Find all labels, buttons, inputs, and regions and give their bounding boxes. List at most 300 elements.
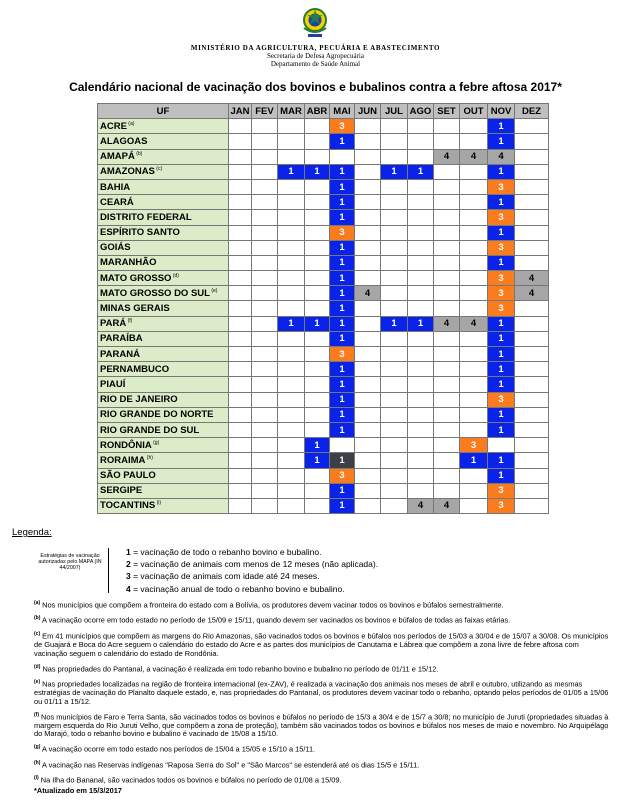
month-cell bbox=[408, 392, 434, 407]
month-cell: 3 bbox=[460, 438, 488, 453]
uf-footnote-mark: (d) bbox=[171, 272, 179, 279]
month-cell bbox=[515, 377, 549, 392]
uf-column-header: UF bbox=[98, 104, 229, 119]
month-cell bbox=[408, 483, 434, 498]
table-row bbox=[98, 286, 549, 301]
month-cell bbox=[434, 407, 460, 422]
month-cell bbox=[381, 225, 408, 240]
table-row bbox=[98, 468, 549, 483]
month-cell: 1 bbox=[305, 316, 330, 331]
month-cell bbox=[229, 453, 252, 468]
month-cell: 3 bbox=[488, 240, 515, 255]
uf-name: RORAIMA bbox=[100, 454, 146, 466]
month-cell bbox=[229, 438, 252, 453]
uf-name: ACRE bbox=[100, 120, 127, 132]
legend-item bbox=[126, 583, 378, 595]
department-name: Departamento de Saúde Animal bbox=[270, 60, 361, 68]
month-cell bbox=[381, 453, 408, 468]
footnote-text: Nas propriedades do Pantanal, a vacinação é realizada em todo rebanho bovino e bubalino no período de 01/11 e 15/12. bbox=[40, 664, 439, 674]
month-cell bbox=[408, 407, 434, 422]
month-cell bbox=[381, 362, 408, 377]
month-cell bbox=[355, 240, 381, 255]
footnote bbox=[34, 759, 612, 770]
uf-footnote-mark: (c) bbox=[154, 166, 163, 173]
footnote bbox=[34, 599, 612, 610]
uf-name: PARANÁ bbox=[100, 348, 140, 360]
uf-cell bbox=[98, 407, 229, 422]
month-cell bbox=[408, 438, 434, 453]
month-cell bbox=[229, 362, 252, 377]
month-cell: 1 bbox=[330, 286, 355, 301]
month-cell bbox=[355, 498, 381, 513]
footnote bbox=[34, 678, 612, 706]
uf-name: SÃO PAULO bbox=[100, 470, 156, 482]
month-cell bbox=[434, 271, 460, 286]
month-cell bbox=[278, 468, 305, 483]
month-cell bbox=[252, 498, 278, 513]
month-cell: 1 bbox=[488, 225, 515, 240]
month-cell bbox=[460, 210, 488, 225]
month-cell bbox=[305, 422, 330, 437]
month-cell: 1 bbox=[330, 179, 355, 194]
month-cell bbox=[252, 392, 278, 407]
month-cell bbox=[381, 392, 408, 407]
month-cell bbox=[229, 240, 252, 255]
uf-cell bbox=[98, 453, 229, 468]
month-cell bbox=[434, 331, 460, 346]
month-cell bbox=[305, 179, 330, 194]
month-cell bbox=[229, 407, 252, 422]
month-cell bbox=[460, 240, 488, 255]
month-cell: 3 bbox=[488, 301, 515, 316]
uf-cell bbox=[98, 225, 229, 240]
table-row bbox=[98, 271, 549, 286]
month-cell bbox=[252, 210, 278, 225]
footnote-text: A vacinação nas Reservas indígenas "Raposa Serra do Sol" e "São Marcos" se estenderá até os dias 15/5 e 15/11. bbox=[40, 760, 420, 770]
month-cell: 1 bbox=[488, 255, 515, 270]
month-cell: 1 bbox=[330, 134, 355, 149]
month-cell bbox=[229, 286, 252, 301]
footnote-mark: (a) bbox=[34, 600, 41, 606]
month-cell bbox=[229, 347, 252, 362]
table-row bbox=[98, 164, 549, 179]
month-cell bbox=[460, 331, 488, 346]
month-cell bbox=[305, 225, 330, 240]
month-cell bbox=[278, 149, 305, 164]
month-cell bbox=[434, 392, 460, 407]
month-cell: 3 bbox=[330, 119, 355, 134]
month-cell bbox=[278, 271, 305, 286]
month-cell: 3 bbox=[330, 347, 355, 362]
month-cell bbox=[278, 240, 305, 255]
uf-name: BAHIA bbox=[100, 181, 131, 193]
legend-text: = vacinação de animais com menos de 12 meses (não aplicada). bbox=[130, 559, 379, 570]
month-cell bbox=[381, 468, 408, 483]
month-cell bbox=[408, 134, 434, 149]
month-cell: 1 bbox=[408, 316, 434, 331]
month-cell: 1 bbox=[305, 438, 330, 453]
footnote bbox=[34, 711, 612, 739]
month-cell bbox=[355, 331, 381, 346]
uf-name: RIO DE JANEIRO bbox=[100, 394, 178, 406]
uf-cell bbox=[98, 377, 229, 392]
month-cell: 1 bbox=[488, 134, 515, 149]
table-row bbox=[98, 483, 549, 498]
table-row bbox=[98, 438, 549, 453]
month-cell bbox=[355, 210, 381, 225]
month-cell bbox=[381, 347, 408, 362]
month-cell bbox=[408, 210, 434, 225]
month-cell bbox=[515, 347, 549, 362]
month-cell: 1 bbox=[488, 331, 515, 346]
month-cell: 3 bbox=[330, 225, 355, 240]
footnote bbox=[34, 663, 612, 674]
month-cell bbox=[305, 240, 330, 255]
table-row bbox=[98, 453, 549, 468]
month-cell bbox=[252, 119, 278, 134]
month-cell bbox=[434, 286, 460, 301]
month-cell: 1 bbox=[488, 316, 515, 331]
uf-cell bbox=[98, 483, 229, 498]
month-cell bbox=[460, 377, 488, 392]
month-cell bbox=[408, 331, 434, 346]
uf-cell bbox=[98, 255, 229, 270]
month-cell: 1 bbox=[330, 377, 355, 392]
month-cell: 1 bbox=[330, 498, 355, 513]
month-cell: 3 bbox=[488, 498, 515, 513]
month-cell bbox=[229, 119, 252, 134]
month-cell bbox=[408, 347, 434, 362]
month-cell: 3 bbox=[488, 392, 515, 407]
month-cell bbox=[381, 331, 408, 346]
uf-name: MINAS GERAIS bbox=[100, 303, 170, 315]
uf-cell bbox=[98, 468, 229, 483]
month-cell bbox=[252, 483, 278, 498]
month-cell bbox=[381, 422, 408, 437]
month-cell: 3 bbox=[488, 210, 515, 225]
month-cell bbox=[408, 255, 434, 270]
month-cell bbox=[278, 347, 305, 362]
month-cell bbox=[252, 195, 278, 210]
month-cell bbox=[434, 210, 460, 225]
footnote-text: A vacinação ocorre em todo estado no período de 15/09 e 15/11, quando devem ser vacinados os bovinos e búfalos de todas as faixas etárias. bbox=[40, 615, 511, 625]
month-cell bbox=[355, 271, 381, 286]
month-cell bbox=[515, 438, 549, 453]
month-cell bbox=[434, 301, 460, 316]
footnote-text: Nos municípios que compõem a fronteira do estado com a Bolívia, os produtores devem vacinar todos os bovinos e búfalos semestralmente. bbox=[40, 600, 504, 610]
table-row bbox=[98, 301, 549, 316]
month-cell bbox=[355, 179, 381, 194]
month-cell bbox=[434, 438, 460, 453]
month-cell bbox=[229, 468, 252, 483]
month-header-out: OUT bbox=[460, 104, 488, 119]
month-cell: 3 bbox=[488, 271, 515, 286]
month-cell bbox=[515, 362, 549, 377]
month-cell bbox=[460, 468, 488, 483]
month-cell bbox=[460, 483, 488, 498]
month-cell bbox=[515, 179, 549, 194]
month-cell: 1 bbox=[488, 362, 515, 377]
month-cell bbox=[434, 195, 460, 210]
month-cell bbox=[515, 255, 549, 270]
month-cell bbox=[434, 179, 460, 194]
table-row bbox=[98, 179, 549, 194]
month-cell bbox=[229, 422, 252, 437]
month-cell: 1 bbox=[460, 453, 488, 468]
month-cell bbox=[515, 316, 549, 331]
month-cell bbox=[252, 255, 278, 270]
month-cell bbox=[305, 210, 330, 225]
table-row bbox=[98, 316, 549, 331]
month-cell: 3 bbox=[488, 286, 515, 301]
month-cell bbox=[460, 164, 488, 179]
update-date: *Atualizado em 15/3/2017 bbox=[34, 786, 122, 795]
month-cell bbox=[381, 407, 408, 422]
uf-cell bbox=[98, 438, 229, 453]
table-row bbox=[98, 240, 549, 255]
month-cell bbox=[355, 392, 381, 407]
month-cell bbox=[355, 377, 381, 392]
uf-name: PARÁ bbox=[100, 318, 127, 330]
month-cell bbox=[305, 362, 330, 377]
month-cell: 1 bbox=[488, 195, 515, 210]
month-cell: 4 bbox=[408, 498, 434, 513]
month-cell bbox=[229, 225, 252, 240]
month-cell bbox=[434, 134, 460, 149]
uf-cell bbox=[98, 195, 229, 210]
month-cell: 1 bbox=[488, 422, 515, 437]
month-cell bbox=[252, 164, 278, 179]
month-cell: 1 bbox=[330, 331, 355, 346]
ministry-name: MINISTÉRIO DA AGRICULTURA, PECUÁRIA E ABASTECIMENTO bbox=[190, 44, 441, 52]
month-cell bbox=[355, 134, 381, 149]
month-cell bbox=[305, 347, 330, 362]
month-cell bbox=[278, 377, 305, 392]
uf-name: MATO GROSSO DO SUL bbox=[100, 287, 210, 299]
month-cell bbox=[460, 422, 488, 437]
uf-cell bbox=[98, 164, 229, 179]
uf-cell bbox=[98, 347, 229, 362]
month-cell bbox=[305, 468, 330, 483]
month-cell: 1 bbox=[330, 392, 355, 407]
uf-name: TOCANTINS bbox=[100, 500, 156, 512]
uf-name: AMAZONAS bbox=[100, 166, 155, 178]
month-cell bbox=[515, 498, 549, 513]
month-cell: 1 bbox=[278, 316, 305, 331]
month-cell bbox=[515, 134, 549, 149]
month-cell bbox=[252, 453, 278, 468]
month-cell bbox=[229, 255, 252, 270]
uf-footnote-mark: (a) bbox=[126, 120, 135, 127]
month-cell bbox=[355, 468, 381, 483]
month-cell bbox=[381, 179, 408, 194]
uf-cell bbox=[98, 271, 229, 286]
month-cell bbox=[330, 149, 355, 164]
footnote bbox=[34, 614, 612, 625]
month-cell bbox=[515, 164, 549, 179]
month-cell bbox=[229, 498, 252, 513]
month-cell bbox=[278, 422, 305, 437]
uf-cell bbox=[98, 149, 229, 164]
month-cell bbox=[305, 377, 330, 392]
month-header-fev: FEV bbox=[252, 104, 278, 119]
month-cell bbox=[460, 255, 488, 270]
month-cell bbox=[408, 119, 434, 134]
month-header-set: SET bbox=[434, 104, 460, 119]
month-cell bbox=[434, 164, 460, 179]
month-cell bbox=[278, 119, 305, 134]
month-cell bbox=[229, 149, 252, 164]
month-cell bbox=[305, 195, 330, 210]
secretariat-name: Secretaria de Defesa Agropecuária bbox=[267, 52, 364, 60]
month-cell bbox=[252, 422, 278, 437]
month-cell bbox=[229, 316, 252, 331]
legend-code: 1 bbox=[126, 547, 131, 557]
month-cell bbox=[252, 240, 278, 255]
month-cell bbox=[355, 301, 381, 316]
uf-cell bbox=[98, 392, 229, 407]
footnote bbox=[34, 774, 612, 785]
month-cell bbox=[381, 301, 408, 316]
month-cell bbox=[515, 422, 549, 437]
uf-cell bbox=[98, 498, 229, 513]
month-cell bbox=[515, 483, 549, 498]
uf-cell bbox=[98, 331, 229, 346]
month-cell bbox=[408, 149, 434, 164]
month-cell bbox=[515, 240, 549, 255]
month-cell: 3 bbox=[330, 468, 355, 483]
table-header-row bbox=[98, 104, 549, 119]
month-cell bbox=[515, 331, 549, 346]
vaccination-calendar-table bbox=[97, 103, 549, 514]
month-cell: 1 bbox=[330, 195, 355, 210]
uf-name: PIAUÍ bbox=[100, 378, 126, 390]
month-header-mar: MAR bbox=[278, 104, 305, 119]
uf-name: AMAPÁ bbox=[100, 151, 135, 163]
month-cell: 1 bbox=[488, 347, 515, 362]
month-cell bbox=[278, 134, 305, 149]
month-cell bbox=[408, 468, 434, 483]
month-cell bbox=[381, 498, 408, 513]
legend-brace bbox=[108, 548, 117, 593]
month-cell bbox=[408, 195, 434, 210]
month-cell: 1 bbox=[330, 407, 355, 422]
footnote-mark: (g) bbox=[34, 744, 41, 751]
month-cell bbox=[434, 255, 460, 270]
month-header-ago: AGO bbox=[408, 104, 434, 119]
month-header-nov: NOV bbox=[488, 104, 515, 119]
month-cell bbox=[278, 407, 305, 422]
month-cell bbox=[355, 453, 381, 468]
legend-text: = vacinação de todo o rebanho bovino e bubalino. bbox=[130, 547, 322, 557]
table-row bbox=[98, 422, 549, 437]
month-cell bbox=[408, 225, 434, 240]
uf-footnote-mark: (b) bbox=[134, 151, 143, 158]
month-cell bbox=[381, 483, 408, 498]
month-cell: 1 bbox=[330, 271, 355, 286]
month-cell bbox=[252, 225, 278, 240]
month-cell bbox=[305, 271, 330, 286]
month-cell bbox=[355, 149, 381, 164]
month-cell bbox=[408, 362, 434, 377]
month-cell bbox=[305, 392, 330, 407]
month-cell bbox=[460, 225, 488, 240]
uf-name: MARANHÃO bbox=[100, 257, 157, 269]
month-cell bbox=[305, 149, 330, 164]
month-cell bbox=[278, 301, 305, 316]
month-cell bbox=[252, 407, 278, 422]
legend-text: = vacinação de animais com idade até 24 meses. bbox=[130, 571, 320, 582]
legend-items bbox=[126, 546, 378, 595]
month-cell bbox=[252, 347, 278, 362]
month-cell bbox=[278, 498, 305, 513]
month-cell bbox=[305, 301, 330, 316]
uf-name: PERNAMBUCO bbox=[100, 363, 170, 375]
uf-cell bbox=[98, 134, 229, 149]
table-row bbox=[98, 377, 549, 392]
month-cell: 1 bbox=[305, 164, 330, 179]
footnote-mark: (i) bbox=[34, 775, 39, 782]
month-header-abr: ABR bbox=[305, 104, 330, 119]
month-cell: 1 bbox=[488, 164, 515, 179]
footnote-mark: (f) bbox=[34, 711, 39, 718]
legend-item bbox=[126, 546, 378, 558]
month-cell bbox=[252, 286, 278, 301]
month-cell bbox=[408, 271, 434, 286]
month-cell: 1 bbox=[330, 316, 355, 331]
footnote-mark: (e) bbox=[34, 679, 41, 685]
month-cell bbox=[381, 377, 408, 392]
month-cell bbox=[278, 331, 305, 346]
month-cell bbox=[305, 483, 330, 498]
month-cell: 4 bbox=[515, 271, 549, 286]
month-cell bbox=[252, 468, 278, 483]
month-cell bbox=[252, 301, 278, 316]
month-cell bbox=[381, 210, 408, 225]
month-cell bbox=[229, 210, 252, 225]
month-cell bbox=[229, 179, 252, 194]
month-cell bbox=[408, 377, 434, 392]
uf-cell bbox=[98, 422, 229, 437]
month-cell: 4 bbox=[355, 286, 381, 301]
uf-cell bbox=[98, 362, 229, 377]
month-cell bbox=[229, 483, 252, 498]
month-cell bbox=[355, 362, 381, 377]
table-row bbox=[98, 362, 549, 377]
month-cell bbox=[355, 347, 381, 362]
footnote-text: Na Ilha do Bananal, são vacinados todos os bovinos e búfalos no período de 01/08 a 15/09. bbox=[38, 775, 342, 785]
month-cell: 4 bbox=[460, 316, 488, 331]
uf-footnote-mark: (g) bbox=[151, 439, 160, 446]
month-cell bbox=[355, 119, 381, 134]
month-cell bbox=[408, 422, 434, 437]
month-cell bbox=[278, 392, 305, 407]
month-cell: 4 bbox=[434, 498, 460, 513]
table-row bbox=[98, 347, 549, 362]
footnote-mark: (c) bbox=[34, 630, 41, 637]
legend-code: 4 bbox=[126, 583, 131, 594]
uf-name: CEARÁ bbox=[100, 196, 134, 208]
month-cell bbox=[355, 225, 381, 240]
month-cell bbox=[381, 134, 408, 149]
month-cell bbox=[252, 316, 278, 331]
uf-name: GOIÁS bbox=[100, 242, 131, 254]
uf-cell bbox=[98, 301, 229, 316]
uf-name: RONDÔNIA bbox=[100, 439, 152, 451]
month-cell bbox=[381, 119, 408, 134]
uf-cell bbox=[98, 240, 229, 255]
footnote bbox=[34, 630, 612, 658]
